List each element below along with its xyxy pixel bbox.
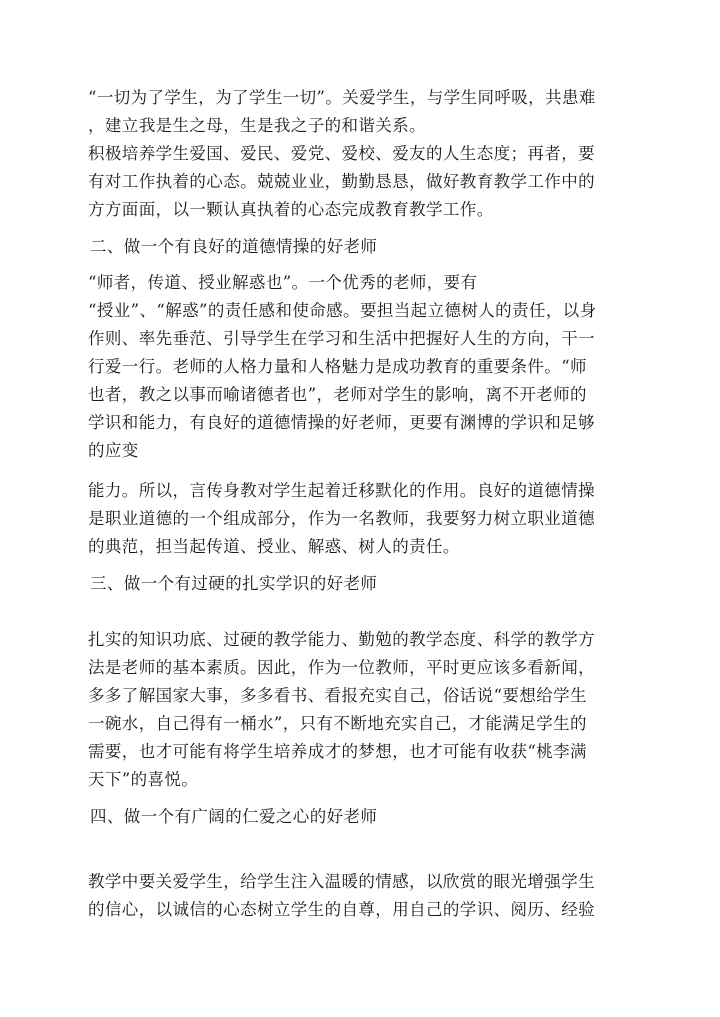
text-line: “师者，传道、授业解惑也”。一个优秀的老师，要有 [88,273,478,292]
text-line: 需要，也才可能有将学生培养成才的梦想，也才可能有收获“桃李满 [88,742,587,761]
text-line: 的典范，担当起传道、授业、解惑、树人的责任。 [88,537,460,556]
text-line: 行爱一行。老师的人格力量和人格魅力是成功教育的重要条件。“师 [88,357,587,376]
text-line: “一切为了学生，为了学生一切”。关爱学生，与学生同呼吸，共患难 [88,88,596,107]
text-line: “授业”、“解惑”的责任感和使命感。要担当起立德树人的责任，以身 [88,301,597,320]
text-line: 扎实的知识功底、过硬的教学能力、勤勉的教学态度、科学的教学方 [88,630,595,649]
section-heading: 四、做一个有广阔的仁爱之心的好老师 [90,807,378,826]
text-line: 的信心，以诚信的心态树立学生的自尊，用自己的学识、阅历、经验 [88,900,595,919]
text-line: 是职业道德的一个组成部分，作为一名教师，我要努力树立职业道德 [88,509,595,528]
text-line: 能力。所以，言传身教对学生起着迁移默化的作用。良好的道德情操 [88,481,595,500]
section-heading: 二、做一个有良好的道德情操的好老师 [90,237,378,256]
text-line: 方方面面，以一颗认真执着的心态完成教育教学工作。 [88,200,494,219]
text-line: 积极培养学生爱国、爱民、爱党、爱校、爱友的人生态度；再者，要 [88,144,595,163]
text-line: 一碗水，自己得有一桶水”，只有不断地充实自己，才能满足学生的 [88,714,587,733]
text-line: 法是老师的基本素质。因此，作为一位教师，平时更应该多看新闻， [88,658,595,677]
text-line: ，建立我是生之母，生是我之子的和谐关系。 [88,116,426,135]
text-line: 多多了解国家大事，多多看书、看报充实自己，俗话说“要想给学生 [88,686,587,705]
text-line: 有对工作执着的心态。兢兢业业，勤勤恳恳，做好教育教学工作中的 [88,172,595,191]
text-line: 学识和能力，有良好的道德情操的好老师，更要有渊博的学识和足够 [88,413,595,432]
text-line: 的应变 [88,441,139,460]
text-line: 作则、率先垂范、引导学生在学习和生活中把握好人生的方向，干一 [88,329,595,348]
text-line: 也者，教之以事而喻诸德者也”，老师对学生的影响，离不开老师的 [88,385,587,404]
section-heading: 三、做一个有过硬的扎实学识的好老师 [90,574,378,593]
text-line: 教学中要关爱学生，给学生注入温暖的情感，以欣赏的眼光增强学生 [88,872,595,891]
text-line: 天下”的喜悦。 [88,770,199,789]
